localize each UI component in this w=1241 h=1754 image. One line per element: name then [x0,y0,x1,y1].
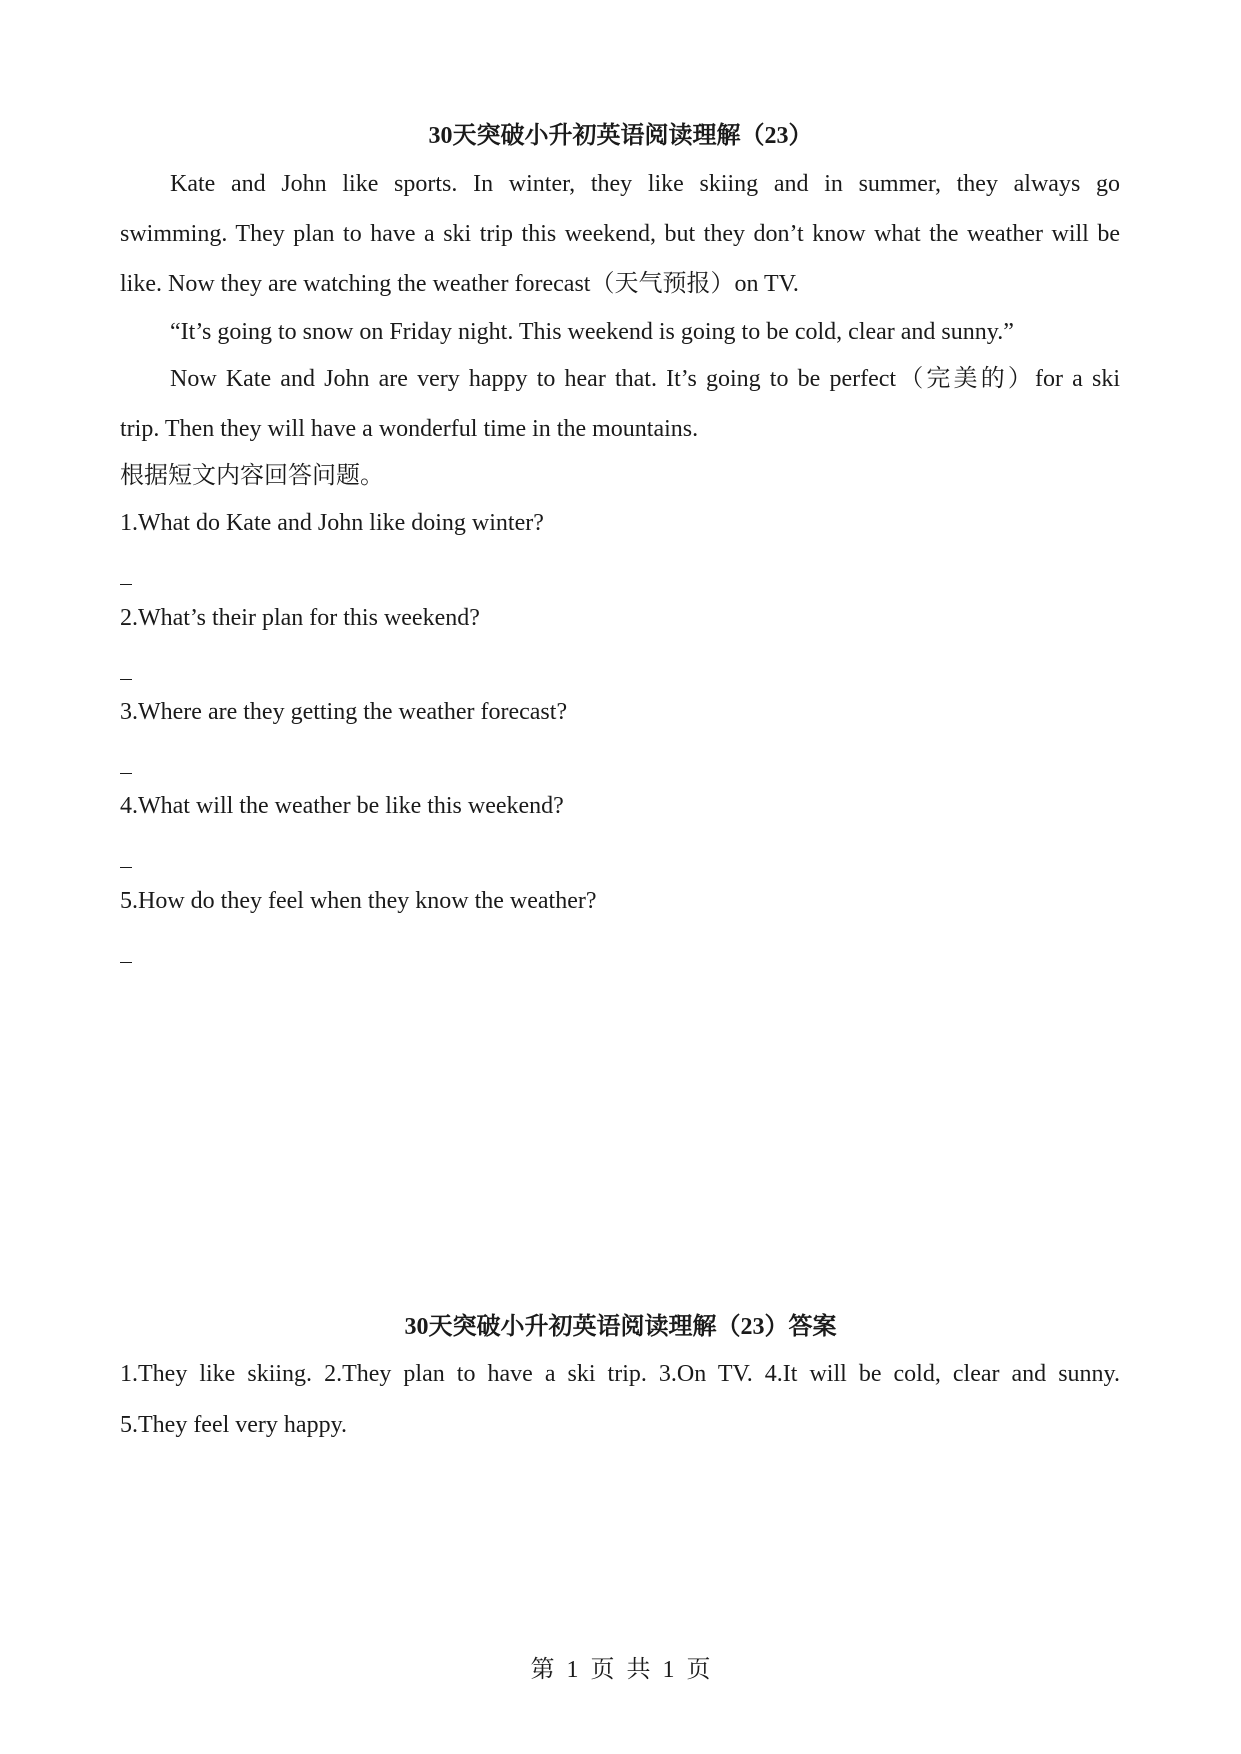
passage-p1-line3: like. Now they are watching the weather forecast（天气预报）on TV. [120,271,799,297]
answer-blank-1[interactable] [120,584,132,585]
passage-p1-line2: swimming. They plan to have a ski trip this weekend, but they don’t know what the weather will be [120,221,1120,247]
answer-title: 30天突破小升初英语阅读理解（23）答案 [404,1314,837,1340]
question-5: 5.How do they feel when they know the weather? [120,888,597,914]
passage-p2-line1: “It’s going to snow on Friday night. This weekend is going to be cold, clear and sunny.” [170,319,1014,345]
instruction: 根据短文内容回答问题。 [120,463,384,489]
answer-blank-2[interactable] [120,679,132,680]
question-4: 4.What will the weather be like this weekend? [120,793,564,819]
page-title: 30天突破小升初英语阅读理解（23） [428,123,813,149]
question-2: 2.What’s their plan for this weekend? [120,605,480,631]
answer-blank-3[interactable] [120,773,132,774]
passage-p3-line2: trip. Then they will have a wonderful time in the mountains. [120,416,699,442]
answers-line-2: 5.They feel very happy. [120,1412,348,1438]
answers-line-1: 1.They like skiing. 2.They plan to have a ski trip. 3.On TV. 4.It will be cold, clear and sunny. [120,1361,1120,1387]
question-3: 3.Where are they getting the weather forecast? [120,699,568,725]
answer-blank-4[interactable] [120,867,132,868]
answer-blank-5[interactable] [120,962,132,963]
question-1: 1.What do Kate and John like doing winter? [120,510,544,536]
page-footer: 第 1 页 共 1 页 [530,1657,711,1683]
passage-p3-line1: Now Kate and John are very happy to hear that. It’s going to be perfect（完美的）for a ski [170,366,1120,392]
passage-p1-line1: Kate and John like sports. In winter, they like skiing and in summer, they always go [170,171,1120,197]
